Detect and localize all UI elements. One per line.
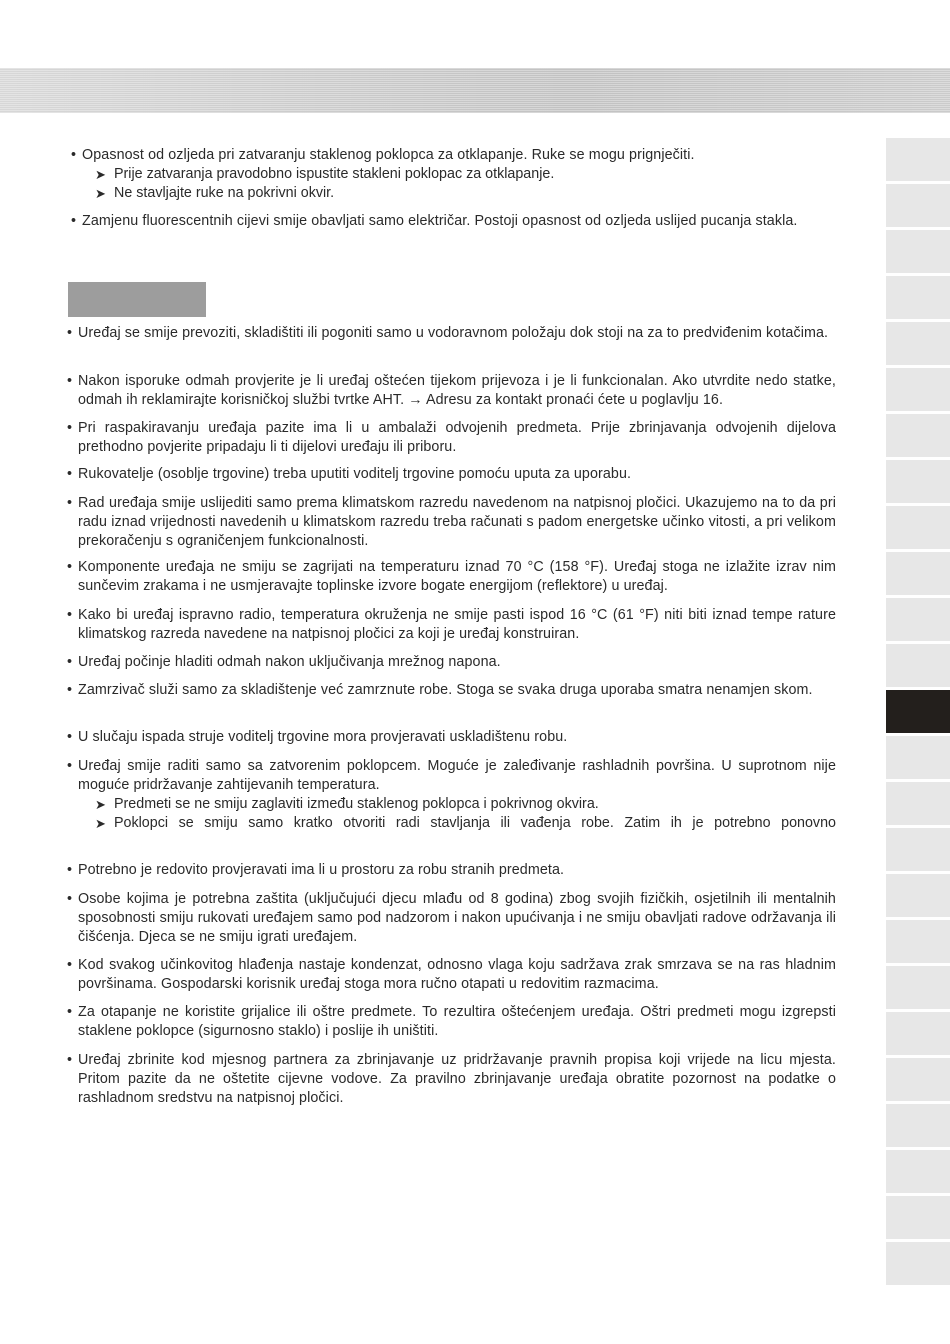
chapter-tab[interactable]	[886, 322, 950, 365]
chapter-tab[interactable]	[886, 414, 950, 457]
bullet: •	[71, 147, 77, 163]
list-item	[67, 558, 836, 596]
item-text: Kako bi uređaj ispravno radio, temperatura okruženja ne smije pasti ispod 16 °C (61 °F) niti biti iznad tempe rature klimatskog razreda navedene na natpisnoj pločici za koji je uređaj konstruiran.	[78, 607, 836, 642]
bullet: •	[67, 729, 73, 745]
chapter-tab[interactable]	[886, 1104, 950, 1147]
item-text: Uređaj se smije prevoziti, skladištiti ili pogoniti samo u vodoravnom položaju dok stoji na za to predviđenim kotačima.	[78, 325, 829, 341]
item-text: Rad uređaja smije uslijediti samo prema klimatskom razredu navedenom na natpisnoj pločici. Ukazujemo na to da pri radu iznad vrijednosti navedenih u klimatskom razredu treba računati s padom energetske učinko vitosti, a pri velikom prekoračenju s ograničenjem funkcionalnosti.	[78, 495, 836, 549]
section-heading-box	[68, 282, 206, 317]
bullet: •	[67, 1004, 73, 1020]
arrow-icon: ➤	[95, 816, 106, 831]
item-text: Komponente uređaja ne smiju se zagrijati na temperaturu iznad 70 °C (158 °F). Uređaj stoga ne izlažite izrav nim sunčevim zrakama i ne usmjeravajte toplinske izvore bogate energijom (reflektore) u uređaj.	[78, 559, 836, 594]
bullet: •	[67, 891, 73, 907]
sub-item-text: Poklopci se smiju samo kratko otvoriti radi stavljanja ili vađenja robe. Zatim ih je potrebno ponovno	[114, 815, 836, 831]
bullet: •	[67, 862, 73, 878]
list-item	[67, 728, 836, 747]
item-text: Za otapanje ne koristite grijalice ili oštre predmete. To rezultira oštećenjem uređaja. Oštri predmeti mogu izgrepsti staklene poklopce (sigurnosno staklo) i poslije ih uništiti.	[78, 1004, 836, 1039]
chapter-tab[interactable]	[886, 506, 950, 549]
chapter-tab[interactable]	[886, 184, 950, 227]
list-item	[71, 146, 842, 165]
chapter-tab[interactable]	[886, 1196, 950, 1239]
sub-item	[95, 795, 599, 814]
list-item	[67, 324, 836, 343]
sub-item	[95, 165, 555, 184]
arrow-icon: ➤	[95, 797, 106, 812]
chapter-tab[interactable]	[886, 1058, 950, 1101]
sub-item	[95, 814, 836, 833]
sub-item-text: Prije zatvaranja pravodobno ispustite stakleni poklopac za otklapanje.	[114, 166, 555, 182]
item-text: Osobe kojima je potrebna zaštita (uključujući djecu mlađu od 8 godina) zbog svojih fizičkih, osjetilnih ili mentalnih sposobnosti smiju rukovati uređajem samo pod nadzorom i nakon upućivanja i ne smiju obavljati radove održavanja ili čišćenja. Djeca se ne smiju igrati uređajem.	[78, 891, 836, 945]
bullet: •	[67, 1052, 73, 1068]
chapter-tab[interactable]	[886, 828, 950, 871]
list-item	[67, 757, 836, 795]
list-item	[67, 494, 836, 551]
bullet: •	[67, 559, 73, 575]
list-item	[71, 212, 827, 231]
bullet: •	[67, 325, 73, 341]
chapter-tab[interactable]	[886, 276, 950, 319]
arrow-icon: ➤	[95, 186, 106, 201]
sub-item-text: Ne stavljajte ruke na pokrivni okvir.	[114, 185, 335, 201]
header-band	[0, 68, 950, 113]
list-item	[67, 465, 836, 484]
bullet: •	[67, 373, 73, 389]
item-text: Pri raspakiravanju uređaja pazite ima li u ambalaži odvojenih predmeta. Prije zbrinjavanja odvojenih dijelova prethodno povjerite pripadaju li ti dijelovi uređaju ili priboru.	[78, 420, 836, 455]
chapter-tabs	[886, 138, 950, 1288]
chapter-tab[interactable]	[886, 920, 950, 963]
bullet: •	[67, 420, 73, 436]
chapter-tab[interactable]	[886, 598, 950, 641]
item-text: Rukovatelje (osoblje trgovine) treba uputiti voditelj trgovine pomoću uputa za uporabu.	[78, 466, 632, 482]
item-text: Zamjenu fluorescentnih cijevi smije obavljati samo električar. Postoji opasnost od ozljeda uslijed pucanja stakla.	[82, 213, 798, 229]
chapter-tab[interactable]	[886, 874, 950, 917]
chapter-tab[interactable]	[886, 230, 950, 273]
list-item	[67, 681, 836, 700]
bullet: •	[67, 607, 73, 623]
list-item	[67, 653, 836, 672]
item-text: Uređaj počinje hladiti odmah nakon uključivanja mrežnog napona.	[78, 654, 501, 670]
chapter-tab[interactable]	[886, 368, 950, 411]
item-text: Zamrzivač služi samo za skladištenje već zamrznute robe. Stoga se svaka druga uporaba smatra nenamjen skom.	[78, 682, 813, 698]
item-text: Potrebno je redovito provjeravati ima li u prostoru za robu stranih predmeta.	[78, 862, 565, 878]
item-text: Opasnost od ozljeda pri zatvaranju staklenog poklopca za otklapanje. Ruke se mogu prignječiti.	[82, 147, 695, 163]
chapter-tab[interactable]	[886, 552, 950, 595]
chapter-tab[interactable]	[886, 1150, 950, 1193]
list-item	[67, 861, 836, 880]
chapter-tab[interactable]	[886, 1242, 950, 1285]
list-item	[67, 372, 836, 410]
list-item	[67, 419, 836, 457]
sub-item-text: Predmeti se ne smiju zaglaviti između staklenog poklopca i pokrivnog okvira.	[114, 796, 599, 812]
chapter-tab[interactable]	[886, 782, 950, 825]
list-item	[67, 956, 836, 994]
bullet: •	[67, 758, 73, 774]
bullet: •	[67, 654, 73, 670]
chapter-tab[interactable]	[886, 644, 950, 687]
list-item	[67, 1051, 836, 1108]
item-text: U slučaju ispada struje voditelj trgovine mora provjeravati uskladištenu robu.	[78, 729, 568, 745]
arrow-icon: ➤	[95, 167, 106, 182]
list-item	[67, 1003, 836, 1041]
bullet: •	[71, 213, 77, 229]
bullet: •	[67, 682, 73, 698]
sub-item	[95, 184, 335, 203]
bullet: •	[67, 495, 73, 511]
list-item	[67, 890, 836, 947]
bullet: •	[67, 466, 73, 482]
item-text: Uređaj zbrinite kod mjesnog partnera za zbrinjavanje uz pridržavanje pravnih propisa koji vrijede na licu mjesta. Pritom pazite da ne oštetite cijevne vodove. Za pravilno zbrinjavanje uređaja obratite pozornost na podatke o rashladnom sredstvu na natpisnoj pločici.	[78, 1052, 836, 1106]
chapter-tab[interactable]	[886, 736, 950, 779]
list-item	[67, 606, 836, 644]
chapter-tab[interactable]	[886, 138, 950, 181]
item-text: Kod svakog učinkovitog hlađenja nastaje kondenzat, odnosno vlaga koju sadržava zrak smrzava se na ras hladnim površinama. Gospodarski korisnik uređaj stoga mora ručno otapati u redovitim razmacima.	[78, 957, 836, 992]
bullet: •	[67, 957, 73, 973]
item-text: Uređaj smije raditi samo sa zatvorenim poklopcem. Moguće je zaleđivanje rashladnih površina. U suprotnom nije moguće pridržavanje zahtijevanih temperatura.	[78, 758, 836, 793]
chapter-tab[interactable]	[886, 460, 950, 503]
chapter-tab[interactable]	[886, 1012, 950, 1055]
chapter-tab-active[interactable]	[886, 690, 950, 733]
chapter-tab[interactable]	[886, 966, 950, 1009]
item-text: Nakon isporuke odmah provjerite je li uređaj oštećen tijekom prijevoza i je li funkcionalan. Ako utvrdite nedo statke, odmah ih reklamirajte korisničkoj službi tvrtke AHT. → Adresu za kontakt pronaći ćete u poglavlju 16.	[78, 373, 836, 408]
